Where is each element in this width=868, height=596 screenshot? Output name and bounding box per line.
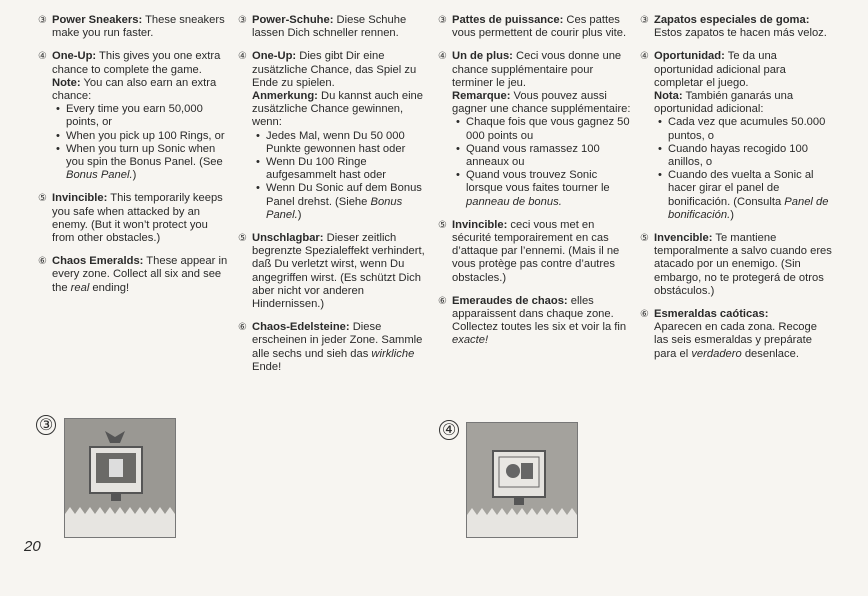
column-german — [238, 14, 430, 384]
bullet-item: • Cuando hayas recogido 100 anillos, o — [668, 143, 834, 169]
item-number: ⑥ — [640, 309, 649, 321]
item-pattes-de-puissance — [438, 14, 632, 40]
item-chaos-emeralds: ⑥ Chaos Emeralds: These appear in every zone. Collect all six and see the real ending! — [38, 255, 228, 294]
note-text: Du kannst auch eine zusätzliche Chance gewinnen, wenn: — [252, 90, 423, 129]
item-esmeraldas-caoticas: ⑥ Esmeraldas caóticas: Aparecen en cada zona. Recoge las seis esmeraldas y prepárate para el verdadero desenlace. — [640, 308, 817, 360]
note-title: Anmerkung: — [252, 90, 318, 103]
item-un-de-plus — [438, 50, 632, 208]
item-emeraudes-de-chaos: ⑥ Emeraudes de chaos: elles apparaissent dans chaque zone. Collectez toutes les six et voir la fin exacte! — [438, 294, 627, 347]
item-text: Estos zapatos te hacen más veloz. — [654, 27, 827, 40]
item-title: Invincible: — [452, 218, 508, 231]
item-unschlagbar — [238, 232, 430, 311]
item-text: This gives you one extra chance to complete the game. — [52, 50, 221, 76]
note-text: You can also earn an extra chance: — [52, 76, 217, 103]
item-oportunidad — [640, 50, 834, 222]
screenshot-thumbnail-bonus — [466, 422, 578, 538]
item-title: Power Sneakers: — [52, 14, 143, 26]
item-number: ⑤ — [640, 233, 649, 245]
item-invincible — [438, 219, 632, 285]
item-text: Dieser zeitlich begrenzte Spezialeffekt verhindert, daß Du verletzt wirst, wenn Du angegriffen wirst. (Es schützt Dich aber nicht vor anderen Hindernissen.) — [252, 232, 425, 311]
screenshot-thumbnail-one-up — [64, 418, 176, 538]
bullet-item: • Every time you earn 50,000 points, or — [66, 103, 228, 129]
bullet-list — [252, 130, 430, 222]
item-title: One-Up: — [52, 50, 97, 63]
item-text: Ces pattes vous permettent de courir plus vite. — [452, 14, 627, 40]
item-chaos-edelsteine: ⑥ Chaos-Edelsteine: Diese erscheinen in jeder Zone. Sammle alle sechs und sieh das wirkliche Ende! — [238, 321, 423, 373]
item-invencible — [640, 232, 834, 298]
bullet-item: • Wenn Du Sonic auf dem Bonus Panel drehst. (Siehe Bonus Panel.) — [266, 182, 430, 222]
item-title: Emeraudes de chaos: — [452, 294, 568, 307]
item-title: Un de plus: — [452, 50, 513, 63]
item-text: Te mantiene temporalmente a salvo cuando eres atacado por un enemigo. (Sin embargo, no te protegerá de otros obstáculos.) — [654, 232, 832, 297]
item-number: ③ — [640, 15, 649, 26]
item-number: ⑥ — [238, 322, 247, 334]
figure-label: ④ — [439, 420, 459, 440]
item-number: ③ — [438, 15, 447, 26]
bullet-item: • Quand vous trouvez Sonic lorsque vous faites tourner le panneau de bonus. — [466, 169, 632, 209]
item-number: ④ — [38, 51, 47, 63]
item-invincible — [38, 192, 228, 245]
page-number: 20 — [24, 538, 41, 555]
bullet-item: • Chaque fois que vous gagnez 50 000 points ou — [466, 116, 632, 142]
item-number: ④ — [438, 51, 447, 63]
item-title: Unschlagbar: — [252, 232, 324, 245]
column-french — [438, 14, 632, 358]
column-spanish — [640, 14, 834, 371]
item-text: ceci vous met en sécurité temporairement en cas d’attaque par l’ennemi. (Mais il ne vous protège pas contre d’autres obstacles.) — [452, 218, 620, 284]
monitor-icon — [65, 419, 175, 537]
item-number: ⑤ — [38, 193, 47, 205]
item-title: One-Up: — [252, 50, 297, 63]
item-one-up — [38, 50, 228, 182]
item-text: Dies gibt Dir eine zusätzliche Chance, das Spiel zu Ende zu spielen. — [252, 50, 417, 89]
item-text: Diese Schuhe lassen Dich schneller rennen. — [252, 14, 407, 40]
item-title: Pattes de puissance: — [452, 14, 564, 26]
monitor-icon — [467, 423, 577, 537]
bullet-item: • Cuando des vuelta a Sonic al hacer girar el panel de bonificación. (Consulta Panel de bonificación.) — [668, 169, 834, 222]
item-title: Zapatos especiales de goma: — [654, 14, 810, 26]
item-title: Invincible: — [52, 192, 108, 205]
item-power-sneakers — [38, 14, 228, 40]
item-text: This temporarily keeps you safe when attacked by an enemy. (But it won’t protect you from other obstacles.) — [52, 192, 223, 245]
item-number: ③ — [38, 15, 47, 26]
item-title: Esmeraldas caóticas: — [654, 308, 769, 321]
item-title: Chaos Emeralds: — [52, 255, 144, 268]
bullet-item: • When you pick up 100 Rings, or — [66, 130, 228, 143]
item-title: Power-Schuhe: — [252, 14, 334, 26]
bullet-item: • Wenn Du 100 Ringe aufgesammelt hast oder — [266, 156, 430, 182]
note-title: Remarque: — [452, 90, 511, 103]
item-text: Te da una oportunidad adicional para completar el juego. — [654, 50, 786, 89]
bullet-list — [52, 103, 228, 182]
item-zapatos-especiales — [640, 14, 834, 40]
bullet-item: • Quand vous ramassez 100 anneaux ou — [466, 143, 632, 169]
item-title: Invencible: — [654, 232, 713, 245]
bullet-item: • When you turn up Sonic when you spin the Bonus Panel. (See Bonus Panel.) — [66, 143, 228, 183]
item-text: These sneakers make you run faster. — [52, 14, 225, 40]
item-number: ⑤ — [238, 233, 247, 245]
item-power-schuhe — [238, 14, 430, 40]
bullet-item: • Jedes Mal, wenn Du 50 000 Punkte gewonnen hast oder — [266, 130, 430, 156]
item-number: ④ — [640, 51, 649, 63]
item-text: Ceci vous donne une chance supplémentaire pour terminer le jeu. — [452, 50, 622, 89]
bullet-item: • Cada vez que acumules 50.000 puntos, o — [668, 116, 834, 142]
item-number: ⑥ — [438, 295, 447, 307]
note-text: Vous pouvez aussi gagner une chance supplémentaire: — [452, 90, 631, 116]
item-number: ③ — [238, 15, 247, 26]
item-title: Oportunidad: — [654, 50, 725, 63]
note-title: Nota: — [654, 90, 683, 103]
item-number: ⑥ — [38, 256, 47, 268]
note-title: Note: — [52, 76, 81, 89]
bullet-list — [654, 116, 834, 222]
item-number: ④ — [238, 51, 247, 63]
item-number: ⑤ — [438, 219, 447, 231]
item-one-up — [238, 50, 430, 222]
figure-label: ③ — [36, 415, 56, 435]
note-text: También ganarás una oportunidad adicional: — [654, 90, 794, 116]
bullet-list — [452, 116, 632, 208]
column-english — [38, 14, 228, 305]
item-title: Chaos-Edelsteine: — [252, 321, 350, 334]
